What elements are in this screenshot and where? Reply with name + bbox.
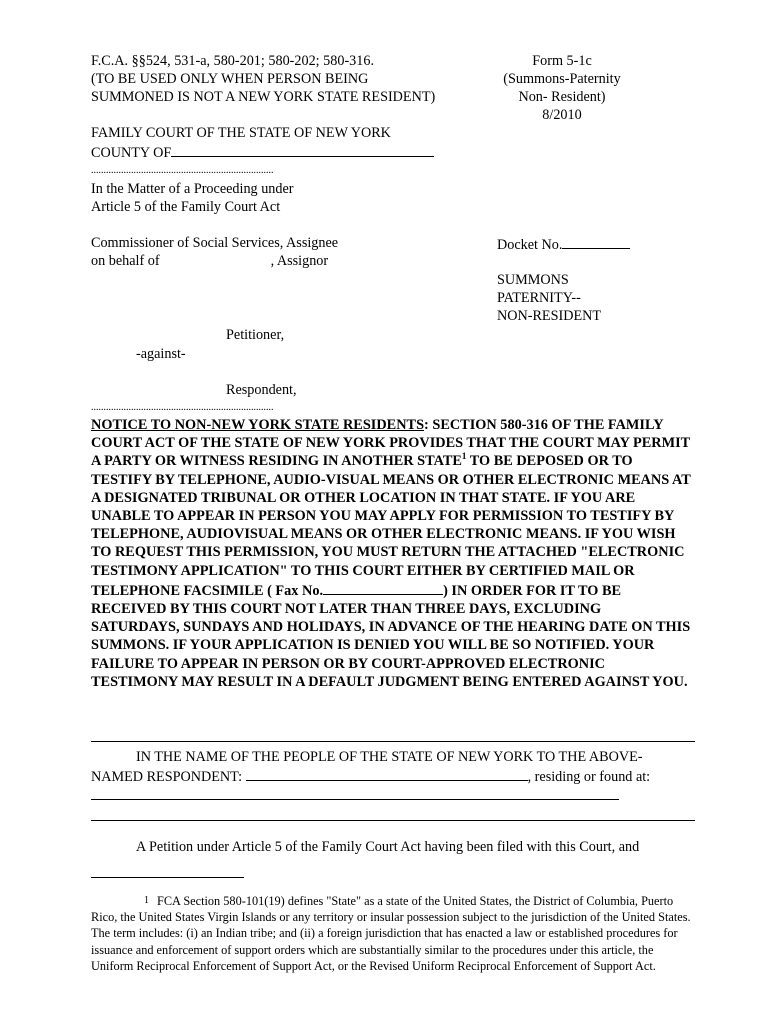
notice-text-3: ) IN ORDER FOR IT TO BE RECEIVED BY THIS COURT NOT LATER THAN THREE DAYS, EXCLUDING SATURDAYS, SUNDAYS AND HOLIDAYS, IN ADVANCE OF THE HEARING DATE ON THIS SUMMONS. IF YOUR APPLICATION IS DENIED YOU WILL BE SO NOTIFIED. YOUR FAILURE TO APPEAR IN PERSON OR BY COURT-APPROVED ELECTRONIC TESTIMONY MAY RESULT IN A DEFAULT JUDGMENT BEING ENTERED AGAINST YOU. xyxy=(91,582,691,690)
county-label: COUNTY OF xyxy=(91,145,172,161)
caption-separator-bottom: ......................................................................... xyxy=(91,402,274,413)
people-line-1: IN THE NAME OF THE PEOPLE OF THE STATE OF NEW YORK TO THE ABOVE- xyxy=(136,749,643,765)
fax-number-blank xyxy=(323,580,443,595)
named-respondent-label: NAMED RESPONDENT: xyxy=(91,769,246,785)
people-block xyxy=(91,748,691,786)
matter-line-2: Article 5 of the Family Court Act xyxy=(91,199,281,215)
county-blank xyxy=(171,142,434,157)
summons-title-block xyxy=(497,271,601,325)
docket-block xyxy=(497,234,630,254)
footnote-number: 1 xyxy=(144,895,149,906)
docket-blank xyxy=(562,234,630,249)
caption-separator-top: ......................................................................... xyxy=(91,165,274,176)
summons-title-3: NON-RESIDENT xyxy=(497,308,602,324)
address-blank-2 xyxy=(91,820,695,821)
notice-heading: NOTICE TO NON-NEW YORK STATE RESIDENTS xyxy=(91,417,425,433)
usage-line-2: SUMMONED IS NOT A NEW YORK STATE RESIDENT) xyxy=(91,89,436,105)
statute-line: F.C.A. §§524, 531-a, 580-201; 580-202; 580-316. xyxy=(91,53,374,69)
form-date: 8/2010 xyxy=(542,107,582,123)
header-right-block xyxy=(497,52,627,124)
divider-line xyxy=(91,741,695,742)
residing-label: , residing or found at: xyxy=(527,769,651,785)
header-left-block xyxy=(91,52,435,106)
respondent-name-blank xyxy=(246,766,528,781)
petitioner-line-2 xyxy=(91,252,338,270)
footnote-text: FCA Section 580-101(19) defines "State" as a state of the United States, the District of Columbia, Puerto Rico, the United States Virgin Islands or any territory or insular possession subject to the jurisdiction of the United States. The term includes: (i) an Indian tribe; and (ii) a foreign jurisdiction that has enacted a law or established procedures for issuance and enforcement of support orders which are substantially similar to the procedures under this article, the Uniform Reciprocal Enforcement of Support Act, or the Revised Uniform Reciprocal Enforcement of Support Act. xyxy=(91,894,691,973)
petitioner-block xyxy=(91,234,338,270)
matter-block xyxy=(91,180,294,216)
form-number: Form 5-1c xyxy=(532,53,592,69)
against-label: -against- xyxy=(136,346,186,362)
respondent-label: Respondent, xyxy=(226,382,297,398)
notice-paragraph xyxy=(91,416,691,691)
court-block xyxy=(91,124,434,162)
notice-text-1: : SECTION 580-316 OF THE FAMILY COURT ACT OF THE STATE OF NEW YORK PROVIDES THAT THE COURT MAY PERMIT A PARTY OR WITNESS RESIDING IN ANOTHER STATE xyxy=(91,417,690,470)
footnote xyxy=(91,893,691,974)
usage-line-1: (TO BE USED ONLY WHEN PERSON BEING xyxy=(91,71,369,87)
petitioner-line-1: Commissioner of Social Services, Assignee xyxy=(91,235,339,251)
form-name: (Summons-Paternity xyxy=(503,71,621,87)
court-name: FAMILY COURT OF THE STATE OF NEW YORK xyxy=(91,125,391,141)
docket-label: Docket No. xyxy=(497,237,563,253)
footnote-ref: 1 xyxy=(461,451,467,462)
petition-line: A Petition under Article 5 of the Family Court Act having been filed with this Court, and xyxy=(136,839,640,855)
people-line-2 xyxy=(91,766,691,786)
matter-line-1: In the Matter of a Proceeding under xyxy=(91,181,294,197)
county-line xyxy=(91,142,434,162)
address-blank-1 xyxy=(91,799,619,800)
footnote-rule xyxy=(91,877,244,878)
form-name-2: Non- Resident) xyxy=(518,89,606,105)
on-behalf-of: on behalf of xyxy=(91,253,160,269)
notice-text-2: TO BE DEPOSED OR TO TESTIFY BY TELEPHONE, AUDIO-VISUAL MEANS OR OTHER ELECTRONIC MEANS AT A DESIGNATED TRIBUNAL OR OTHER LOCATION IN THAT STATE. IF YOU ARE UNABLE TO APPEAR IN PERSON YOU MAY APPLY FOR PERMISSION TO TESTIFY BY TELEPHONE, AUDIOVISUAL MEANS OR OTHER ELECTRONIC MEANS. IF YOU WISH TO REQUEST THIS PERMISSION, YOU MUST RETURN THE ATTACHED "ELECTRONIC TESTIMONY APPLICATION" TO THIS COURT EITHER BY CERTIFIED MAIL OR TELEPHONE FACSIMILE ( Fax No. xyxy=(91,453,691,599)
assignor-label: , Assignor xyxy=(270,253,329,269)
summons-title-2: PATERNITY-- xyxy=(497,290,581,306)
summons-title-1: SUMMONS xyxy=(497,272,569,288)
petitioner-label: Petitioner, xyxy=(226,327,285,343)
